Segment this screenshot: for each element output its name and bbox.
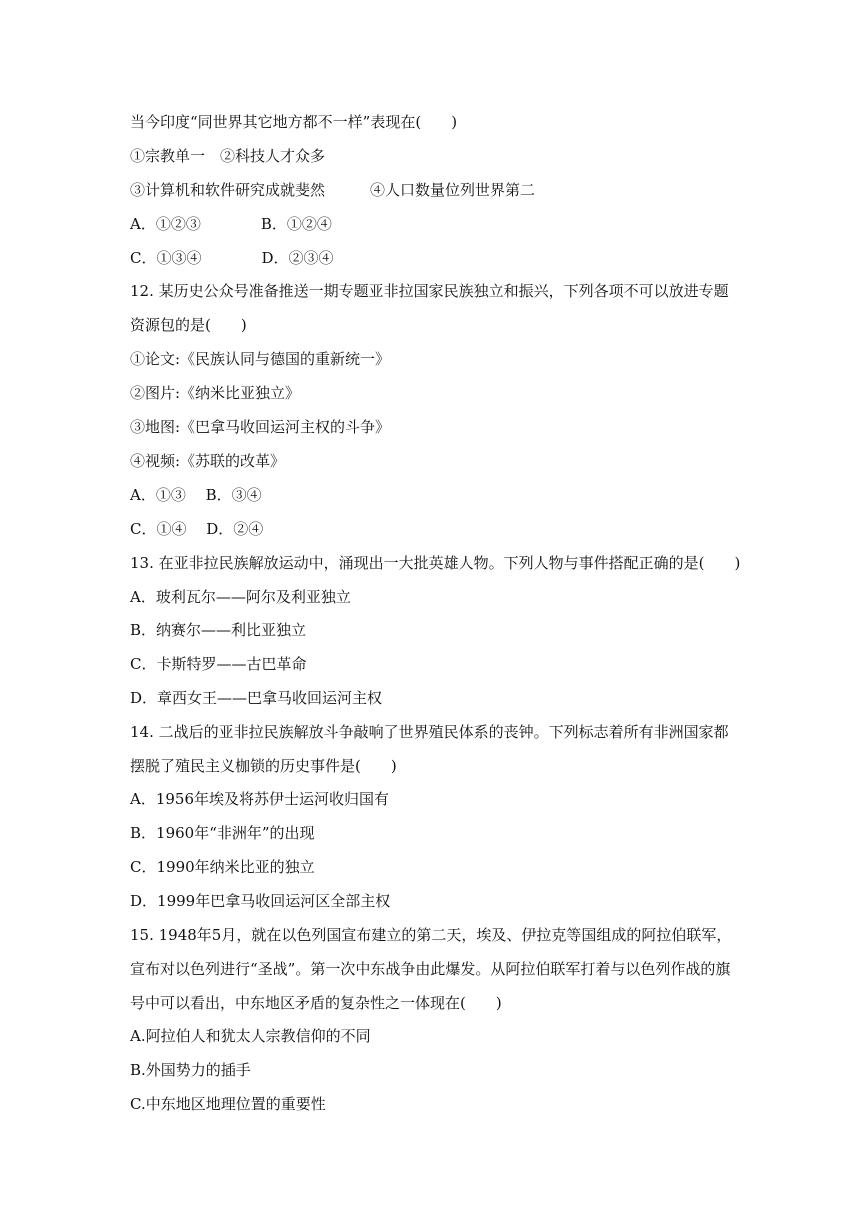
- q14-option-d: D．1999年巴拿马收回运河区全部主权: [130, 892, 391, 910]
- q12-statement-2: ②图片:《纳米比亚独立》: [130, 384, 301, 402]
- q13-option-b: B．纳赛尔——利比亚独立: [130, 621, 307, 639]
- q11-stem: 当今印度“同世界其它地方都不一样”表现在( ): [130, 113, 458, 131]
- q13-stem: 13. 在亚非拉民族解放运动中，涌现出一大批英雄人物。下列人物与事件搭配正确的是( ): [130, 554, 741, 572]
- q12-stem-line2: 资源包的是( ): [130, 316, 247, 334]
- q12-statement-3: ③地图:《巴拿马收回运河主权的斗争》: [130, 418, 391, 436]
- q15-option-c: C.中东地区地理位置的重要性: [130, 1095, 326, 1113]
- q11-statements-3-4: ③计算机和软件研究成就斐然 ④人口数量位列世界第二: [130, 181, 536, 199]
- q13-option-d: D．章西女王——巴拿马收回运河主权: [130, 689, 383, 707]
- q12-options-c-d: C．①④ D．②④: [130, 520, 264, 538]
- q14-option-c: C．1990年纳米比亚的独立: [130, 858, 315, 876]
- q14-option-a: A．1956年埃及将苏伊士运河收归国有: [130, 790, 390, 808]
- q11-options-a-b: A．①②③ B．①②④: [130, 215, 332, 233]
- q14-stem-line1: 14. 二战后的亚非拉民族解放斗争敲响了世界殖民体系的丧钟。下列标志着所有非洲国家都: [130, 723, 729, 741]
- q14-stem-line2: 摆脱了殖民主义枷锁的历史事件是( ): [130, 757, 397, 775]
- q12-statement-4: ④视频:《苏联的改革》: [130, 452, 286, 470]
- q12-stem-line1: 12. 某历史公众号准备推送一期专题亚非拉国家民族独立和振兴，下列各项不可以放进专题: [130, 282, 729, 300]
- q11-options-c-d: C．①③④ D．②③④: [130, 249, 334, 267]
- q15-stem-line1: 15. 1948年5月，就在以色列国宣布建立的第二天，埃及、伊拉克等国组成的阿拉伯联军，: [130, 926, 732, 944]
- q15-stem-line2: 宣布对以色列进行“圣战”。第一次中东战争由此爆发。从阿拉伯联军打着与以色列作战的旗: [130, 960, 731, 978]
- q11-statements-1-2: ①宗教单一 ②科技人才众多: [130, 147, 326, 165]
- q15-stem-line3: 号中可以看出，中东地区矛盾的复杂性之一体现在( ): [130, 994, 502, 1012]
- q15-option-a: A.阿拉伯人和犹太人宗教信仰的不同: [130, 1027, 371, 1045]
- q14-option-b: B．1960年“非洲年”的出现: [130, 824, 315, 842]
- q12-options-a-b: A．①③ B．③④: [130, 486, 262, 504]
- q13-option-c: C．卡斯特罗——古巴革命: [130, 655, 307, 673]
- q12-statement-1: ①论文:《民族认同与德国的重新统一》: [130, 350, 391, 368]
- q13-option-a: A．玻利瓦尔——阿尔及利亚独立: [130, 588, 351, 606]
- q15-option-b: B.外国势力的插手: [130, 1061, 251, 1079]
